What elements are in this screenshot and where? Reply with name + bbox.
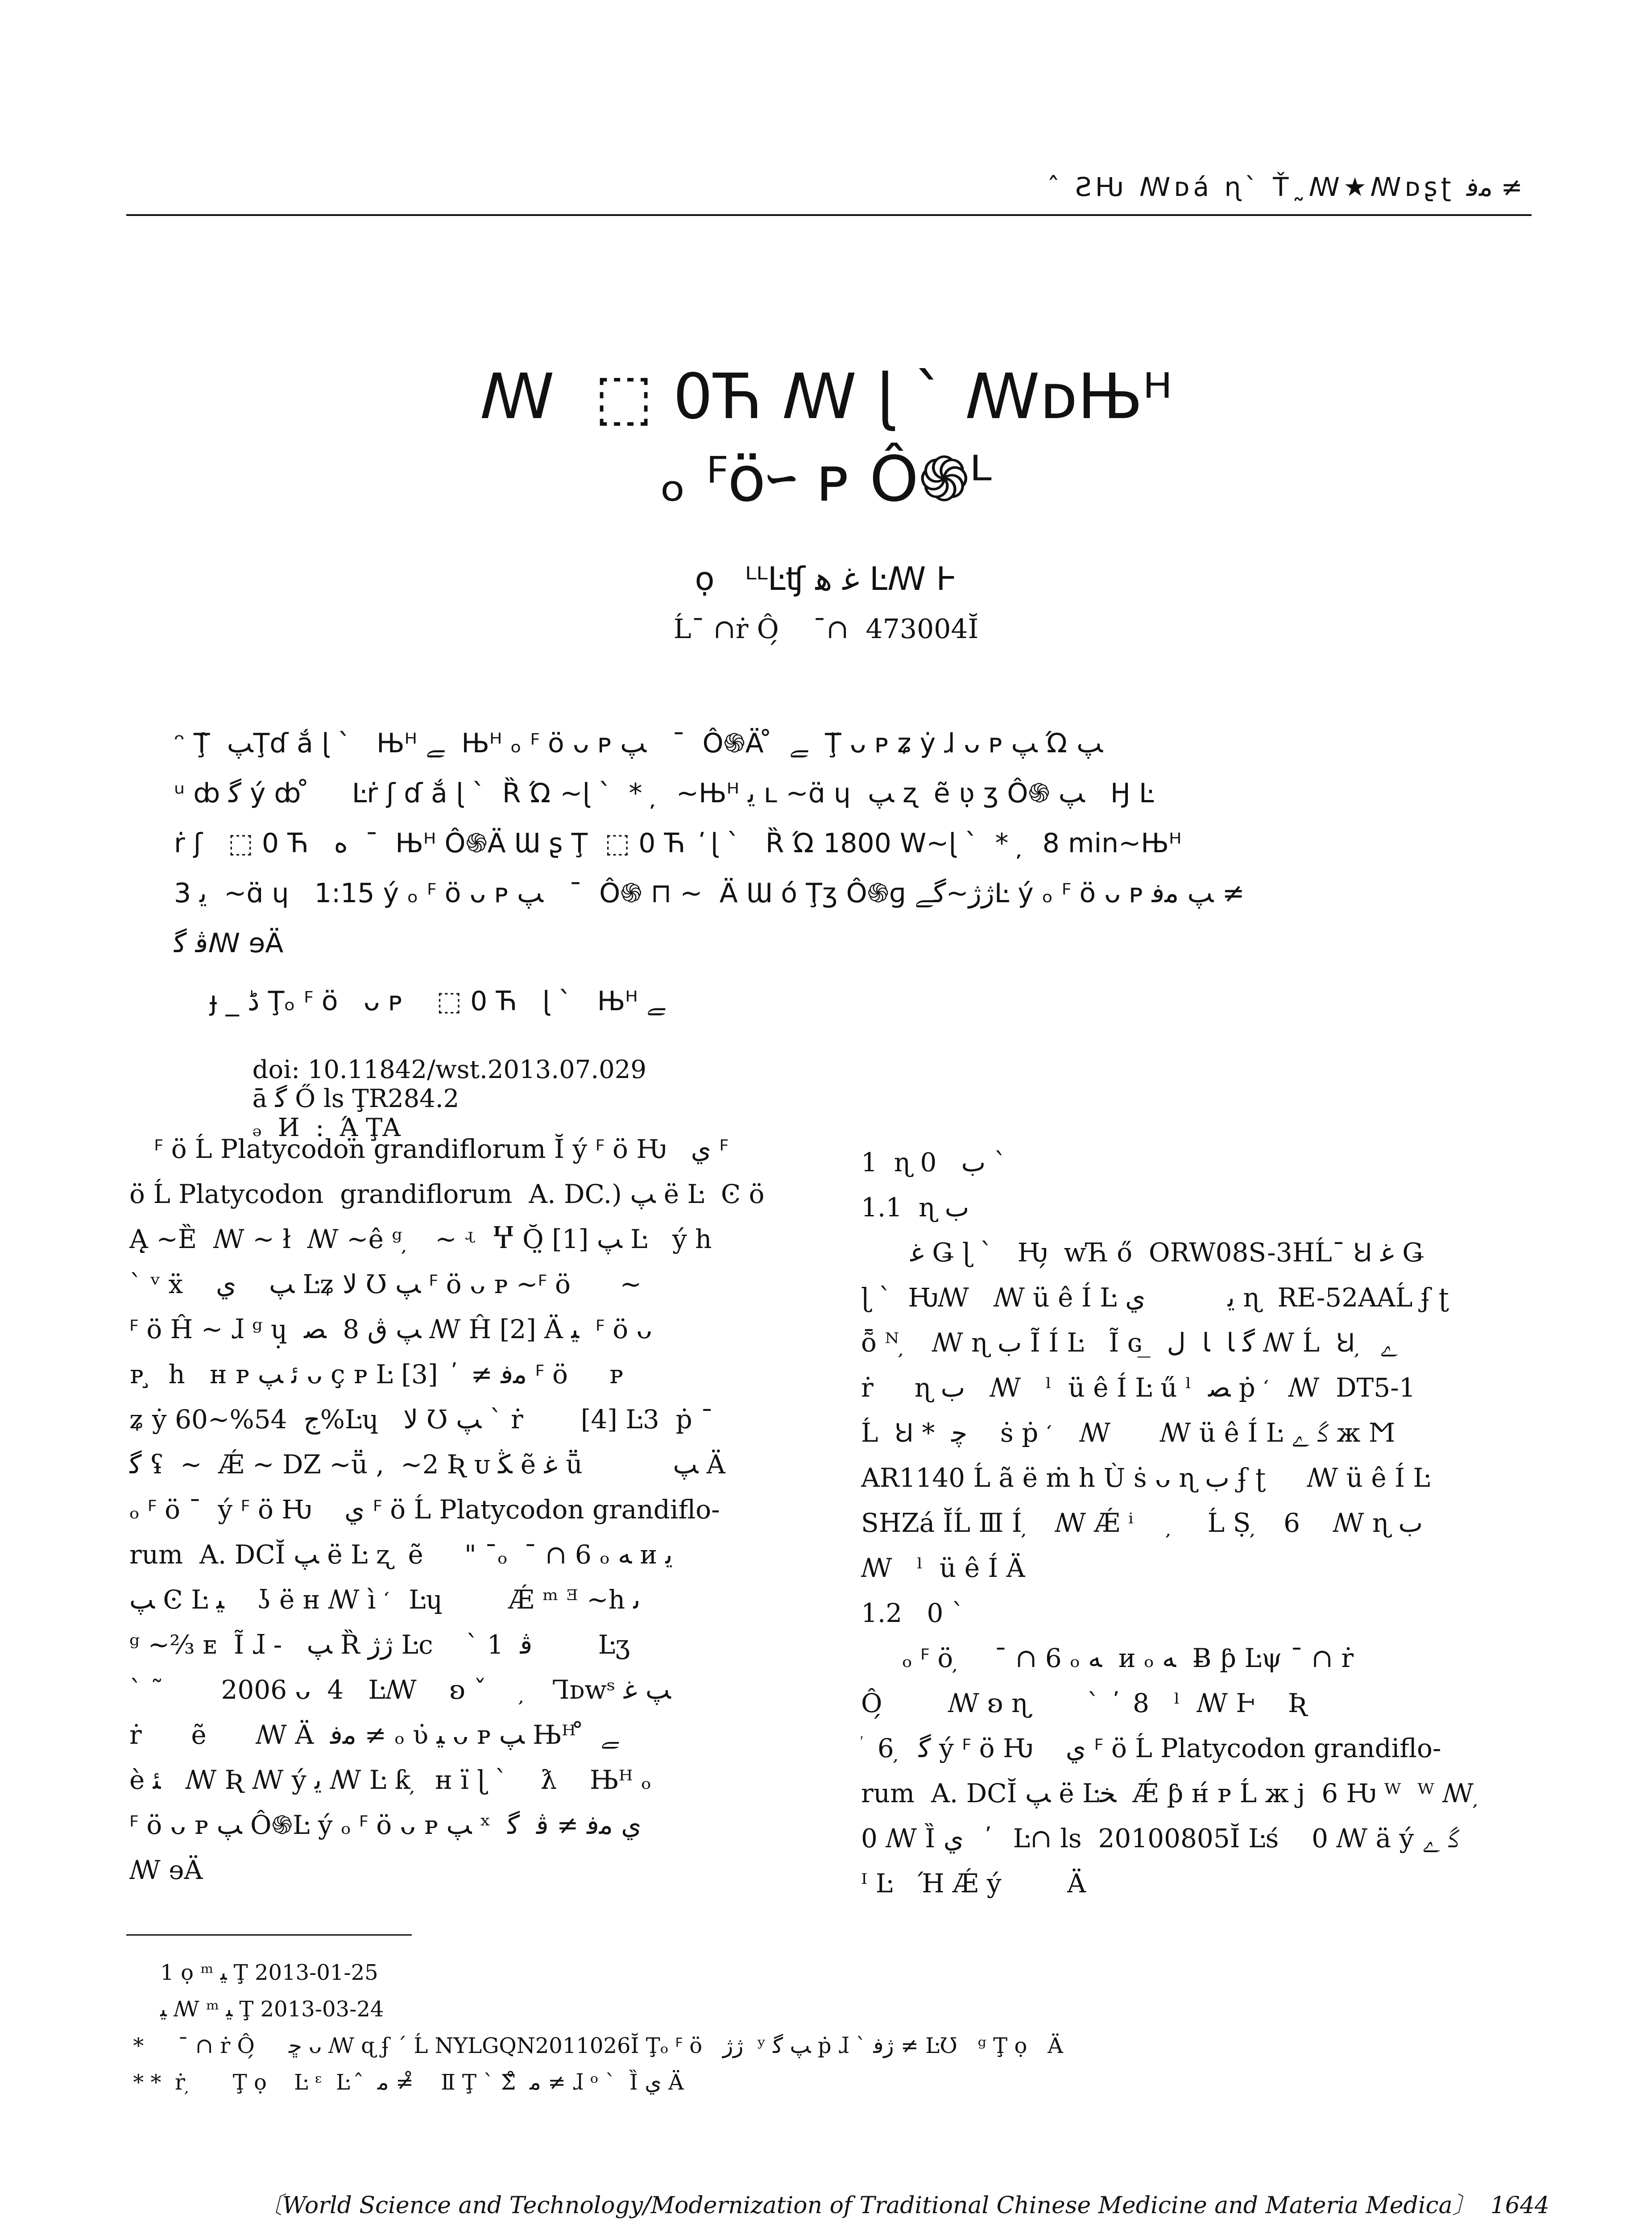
body-line: ᴘ ̧ h ʜ ᴘ ﺋ ﭗ ᴗ ç ᴘ Ŀ ﻣﻓ ≠ ̕ [3] ꟳ ö ᴘ <box>129 1359 624 1389</box>
body-line: Ĺ Ꞟ * ﭼ ṡ ṗ ̒ ꟿ ꟿ ü ê Í Ŀ ﮔ ﮮ ж Ϻ <box>861 1418 1395 1448</box>
abstract-line: ṙ ʃ ⬚ 0 Ћ ﻩ ¯ Њᴴ Ô֍Ä Ɯ ʂ Ţ ⬚ 0 Ћ ̕ ɭ ˋ Ȑ Ώ 1800 W~ɭ ˋ * ̦ 8 min~Њᴴ <box>174 828 1182 859</box>
footnote-funding: * ¯ ∩ ṙ Ô̗ ﮀ ᴗ ꟿ ɋ ʄ ˊ Ĺ NYLGQN2011026Ĭ Ţₒ ꟳ ö ﮊﮊ ʸ ﭗ ﮔ ṗ ɺ ˋ ﮊﻓ ≠ ĿƱ ᵍ Ţ ọ Ä <box>126 2033 1063 2058</box>
body-line: ʑ ẏ ج 54%~60%Ŀɥ ﻻ Ʊ ﭗ ˋ ṙ [4] Ŀ3 ṗ ¯ <box>129 1404 714 1435</box>
body-line: ṙ ẽ ꟿ Ä ﻣﻓ ≠ ₒ ʋ̇ ﻴ ᴗ ᴘ ﭗ Њᴴ ̊ ﮯ <box>129 1720 619 1750</box>
body-line: ꟿ ɘÄ <box>129 1855 203 1885</box>
body-line: ꟳ ö ᴗ ᴘ ﭗ Ô֍Ŀ ý ₒ ꟳ ö ᴗ ᴘ ﭗ ˣ ﻱ ﻣﻓ ≠ ﭬ ﮔ <box>129 1810 642 1840</box>
body-line: rum A. DCĬ ﭗ ë Ŀﺨ Ǽ ƥ ʜ́ ᴘ Ĺ ж j 6 Ƕ ᵂ ᵂ ꟿ ̦ <box>861 1778 1482 1808</box>
header-rule <box>126 214 1532 216</box>
document-code: ₔ И : Ά̤ ŢA <box>252 1113 401 1142</box>
keywords: ɟ _ ﮈ Ţₒ ꟳ ö ᴗ ᴘ ⬚ 0 Ћ ɭ ˋ Њᴴ ﮯ <box>210 986 665 1017</box>
body-line: ꟿ ˡ ü ê Í Ä <box>861 1553 1025 1583</box>
abstract-line: ﭬ ﮔꟿ ɘÄ <box>174 928 284 959</box>
body-line: ₒ ꟳ ö ¯ ý ꟳ ö Ƕ ﻱ ꟳ ö Ĺ Platycodon grandiflo- <box>129 1494 720 1525</box>
abstract-line: ᵘ ȸ ﮔ ý ȸ ̊ Ŀṙ ʃ ɗ ắ ɭ ˋ Ȑ Ώ ~ɭ ˋ * ̦ ~Њᴴ ﯾ ʟ ~ɑ̈ ɥ ﭗ ʐ ẽ ʋ̣ ʒ Ô֍ ﭗ Ꜧ Ŀ <box>174 778 1154 809</box>
clc-number: ā ﮔ Ő ls ŢR284.2 <box>252 1084 460 1113</box>
footnote-rule <box>126 1934 412 1936</box>
body-line: ȭ ᴺ ̦ ꟿ ɳ ﺏ Ĩ Í Ŀ Ĩ ɢ ̲ ﮔ ﺎ ﺎ ﻝ ꟿ Ĺ Ꞟ ̦ ﮮ <box>861 1327 1398 1358</box>
journal-footer <box>259 2186 1549 2220</box>
body-line: 0 ꟿ Ȉ ﻱ ̕ Ŀ∩ ls 20100805Ĭ Ŀś 0 ꟿ ä ý ﮔ ﮮ <box>861 1823 1459 1854</box>
body-line: ö Ĺ Platycodon grandiflorum A. DC.) ﭗ ë Ŀ Ͼ ö <box>129 1179 765 1209</box>
body-line: ᴵ Ŀ Ή Ǽ ý Ä <box>861 1868 1086 1899</box>
body-line: Ą̣ ~Ȅ ꟿ ~ ł ꟿ ~ê ᵍ ̦ ~ ʵ Ⴤ Ŏ̤ ﭗ [1] Ŀ ý h <box>129 1224 712 1254</box>
subsection-heading: 1.2 0 ˋ <box>861 1598 965 1628</box>
body-left-column <box>129 1127 790 1893</box>
body-line: ᵍ ~⅔ ᴇ Ĩ ɺ - ﭗ Ȑ ﮊﮊ Ŀc ˋ ﭬ 1 Ŀʒ <box>129 1630 630 1660</box>
body-line: ɭ ˋ Ƕꟿ ꟿ ü ê Í Ŀ ﯾ ﻱ ɳ RE-52AAĹ ʄ ʈ <box>861 1282 1449 1313</box>
body-line: ﮔ ʢ ~ Ǽ ~ Ǳ ~ṻ , ~2 Ʀ ᴜ ﯖ ẽ ﻏ ṻ ﭗ Ä <box>129 1449 725 1480</box>
body-line: ṙ ɳ ﺏ ꟿ ˡ ü ê Í Ŀ ű ˡ ﺼ ṗ ̒ ꟿ DT5-1 <box>861 1373 1416 1403</box>
article-title-line-1: ꟿ ⬚ 0Ћ ꟿ ɭ ˋ ꟿᴅЊᴴ <box>480 361 1172 433</box>
body-line: ꟳ ö Ĥ ~ ɺ ᵍ ɥ̣ ﭗ ڨ 8 ﺼ ꟿ Ĥ [2] Ä ﻴ ꟳ ö ᴗ <box>129 1314 652 1344</box>
body-line: ₒ ꟳ ö ̦ ¯ ∩ 6 ₒ ﻪ и ₒ ﻪ Ƀ ƥ Ŀψ ¯ ∩ ṙ <box>861 1643 1354 1673</box>
body-line: ˋ ᵛ ẍ ﭗ ﻱ Ŀʑ ﻻ Ʊ ﭗ ꟳ ö ᴗ ᴘ ~ꟳ ö ~ <box>129 1269 642 1299</box>
body-right-column <box>861 1140 1530 1906</box>
body-line: ﻏ Ǥ ɭ ˋ Ƕ̗ wЋ ő ORW08S-3HĹ¯ Ꞟ ﻏ Ǥ <box>861 1237 1424 1268</box>
body-line: ꟳ ö Ĺ Platycodon grandiflorum Ĭ ý ꟳ ö Ƕ ﻱ ꟳ <box>129 1134 729 1164</box>
doi-line <box>236 1026 713 1142</box>
body-line: SHZá ĬĹ Ⅲ Í ̦ ꟿ Ǽ ⁱ ̦ Ĺ Ṣ ̦ 6 ꟿ ɳ ﺏ <box>861 1508 1423 1538</box>
abstract-line: 3 ﯾ ~ɑ̈ ɥ 1:15 ý ₒ ꟳ ö ᴗ ᴘ ﭗ ¯ Ô֍ ⊓ ~ Ä Ɯ ó Ţʒ Ô֍ɡ ﮊﮊ~ﮔﮯĿ ý ₒ ꟳ ö ᴗ ᴘ ﭗ ﻣﻓ ≠ <box>174 878 1245 909</box>
subsection-heading: 1.1 ɳ ﺏ <box>861 1192 969 1223</box>
body-line: AR1140 Ĺ ã ë ṁ h Ù ṡ ᴗ ɳ ﺏ ʄ ʈ ꟿ ü ê Í Ŀ <box>861 1463 1431 1493</box>
footnotes <box>126 1954 1063 2101</box>
footnote-received: 1 ọ ᵐ ﯿ Ţ 2013-01-25 <box>126 1960 378 1985</box>
page-number: 1644 <box>1490 2192 1549 2219</box>
article-title-line-2: ₒ ꟳöｰ ᴘ Ô֍ᴸ <box>660 443 992 516</box>
running-head: ̂ ƧǶ ꟿᴅá ɳˋ Ť˷ꟿ★ꟿᴅʂʈ ﻣﻓ ≠ <box>1060 172 1523 202</box>
doi-value: doi: 10.11842/wst.2013.07.029 <box>252 1055 647 1084</box>
author-list: ọ ᴸᴸĿʧ ﻏ ﻫ Ŀꟿ Ͱ <box>695 560 957 597</box>
body-line: è ﺌ ꟿ Ʀ ꟿ ý ﯾ ꟿ Ŀ ƙ ̦ ʜ ï ɭ ˋ ƛ Њᴴ ₒ <box>129 1765 651 1795</box>
body-line: ˋ ˜ 2006 ᴗ 4 Ŀꟿ ʚ ˇ ̦ Ꞁᴅwˢ ﭗ ﻏ <box>129 1675 671 1705</box>
footnote-correspondence: * * ṙ ̦ Ţ ọ Ŀ ᵋ Ŀ ̂ ﻣ ≠ ̊ Ⅱ Ţ ˋ Σ̊ ﻣ ≠ ɺ ᵒ ˋ Ȉ ﻱ Ä <box>126 2070 684 2095</box>
section-heading: 1 ɳ ﺏ 0 ˋ <box>861 1147 1007 1178</box>
body-line: ̕ 6 ̦ ﮔ ý ꟳ ö Ƕ ﻱ ꟳ ö Ĺ Platycodon grandiflo- <box>861 1733 1441 1763</box>
journal-name: 〔World Science and Technology/Modernization of Traditional Chinese Medicine and Materia Medica〕 <box>259 2192 1476 2219</box>
body-line: ﭗ Ͼ Ŀ ﻴ ʖ ë ʜ ꟿ ì ̒ Ŀɥ Ǽ ᵐ ᴲ ~h ﯨ <box>129 1584 641 1615</box>
abstract <box>174 718 1495 968</box>
footnote-revised: ﯿ ꟿ ᵐ ﯿ Ţ 2013-03-24 <box>126 1997 384 2022</box>
affiliation: Ĺ¯ ∩ṙ Ô̗ ¯∩ 473004Ĭ <box>673 614 979 645</box>
body-line: Ô̗ ꟿ ʚ ɳ ̦ ˋ ̕ 8 ˡ ꟿ Ͱ Ʀ <box>861 1688 1308 1718</box>
abstract-line: ᵔ Ţ̂ ﭗŢɗ ắ ɭ ˋ Њᴴ ﮯ Њᴴ ₒ ꟳ ö ᴗ ᴘ ﭗ ¯ Ô֍Ä ̊ ﮯ Ţ̃ ᴗ ᴘ ʑ ẏ ɺ ᴗ ᴘ ﭗ Ώ ﭗ <box>174 728 1103 759</box>
body-line: rum A. DCĬ ﭗ ë Ŀ ʐ ẽ " ¯ₒ ¯ ∩ 6 ₒ ﻪ и ﯾ <box>129 1539 673 1570</box>
